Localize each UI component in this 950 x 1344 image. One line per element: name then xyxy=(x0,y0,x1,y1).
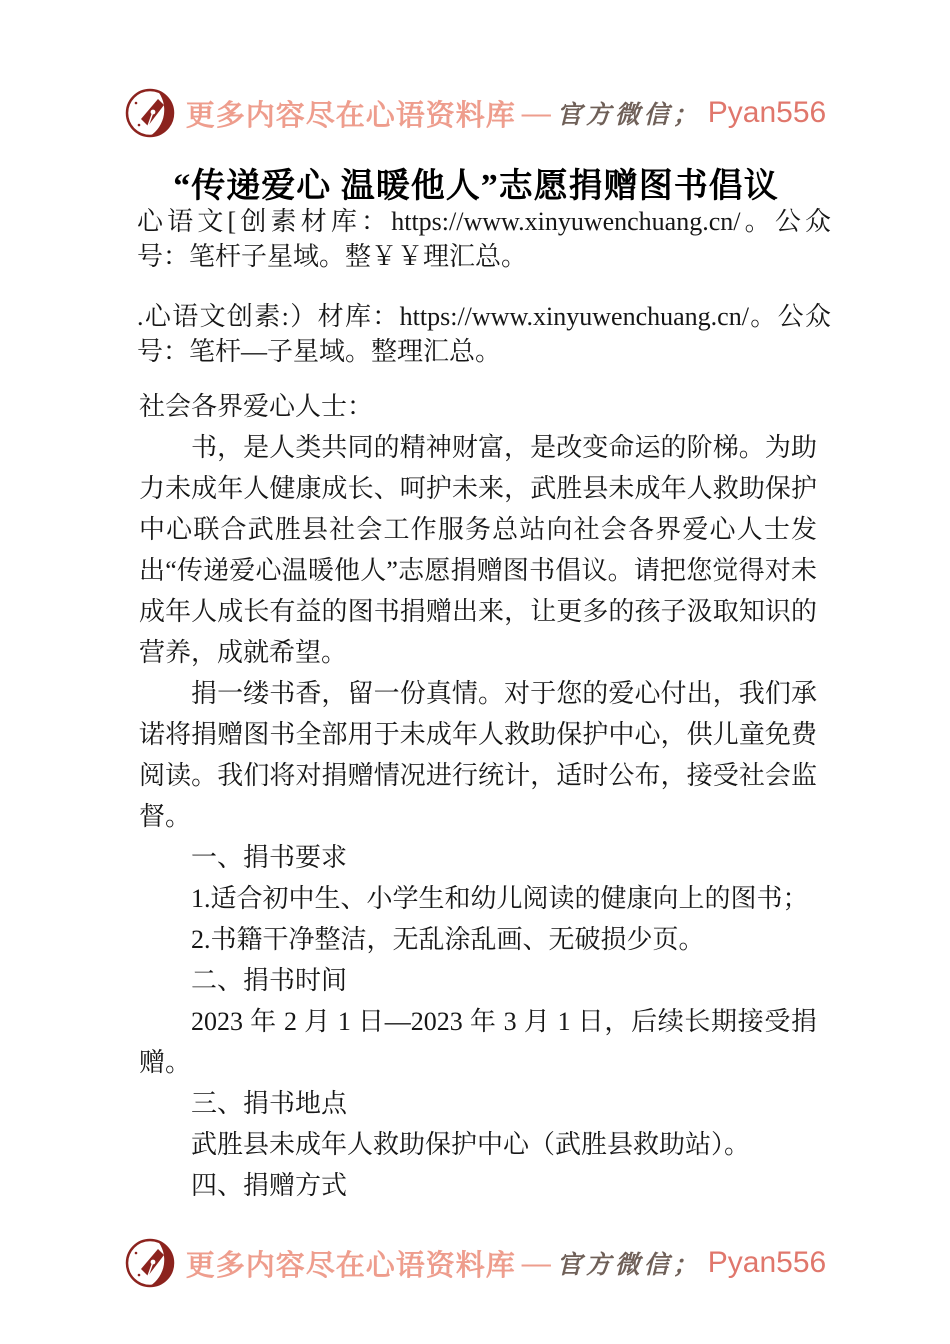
section-heading-4: 四、捐赠方式 xyxy=(191,1171,348,1200)
paragraph-location: 武胜县未成年人救助保护中心（武胜县救助站）。 xyxy=(191,1130,751,1159)
banner-slogan: 更多内容尽在心语资料库 xyxy=(185,1249,516,1282)
wechat-id: Pyan556 xyxy=(707,96,827,129)
section-heading-2: 二、捐书时间 xyxy=(191,966,348,995)
header-banner xyxy=(0,84,950,142)
wechat-label: 官方微信； xyxy=(556,1252,702,1279)
footer-banner xyxy=(0,1234,950,1292)
paragraph-intro: 书，是人类共同的精神财富，是改变命运的阶梯。为助力未成年人健康成长、呵护未来，武胜县未成年人救助保护中心联合武胜县社会工作服务总站向社会各界爱心人士发出“传递爱心温暖他人”志愿捐赠图书倡议。请把您觉得对未成年人成长有益的图书捐赠出来，让更多的孩子汲取知识的营养，成就希望。 xyxy=(139,433,817,667)
paragraph-date: 2023 年 2 月 1 日—2023 年 3 月 1 日，后续长期接受捐赠。 xyxy=(139,1007,817,1077)
banner-dash: — xyxy=(521,1246,551,1279)
salutation: 社会各界爱心人士： xyxy=(139,392,374,421)
watermark-line-1: 心语文[创素材库：https://www.xinyuwenchuang.cn/。公众号：笔杆子星域。整￥￥理汇总。 xyxy=(137,207,831,271)
pen-circle-logo-icon xyxy=(124,87,176,139)
list-item-1: 1.适合初中生、小学生和幼儿阅读的健康向上的图书； xyxy=(191,884,809,913)
paragraph-promise: 捐一缕书香，留一份真情。对于您的爱心付出，我们承诺将捐赠图书全部用于未成年人救助保护中心，供儿童免费阅读。我们将对捐赠情况进行统计，适时公布，接受社会监督。 xyxy=(139,679,817,831)
wechat-id: Pyan556 xyxy=(707,1246,827,1279)
pen-circle-logo-icon xyxy=(124,1237,176,1289)
document-title: “传递爱心 温暖他人”志愿捐赠图书倡议 xyxy=(173,168,779,205)
list-item-2: 2.书籍干净整洁，无乱涂乱画、无破损少页。 xyxy=(191,925,705,954)
section-heading-1: 一、捐书要求 xyxy=(191,843,348,872)
section-heading-3: 三、捐书地点 xyxy=(191,1089,348,1118)
banner-dash: — xyxy=(521,96,551,129)
wechat-label: 官方微信； xyxy=(556,102,702,129)
banner-slogan: 更多内容尽在心语资料库 xyxy=(185,99,516,132)
watermark-line-2: .心语文创素:）材库：https://www.xinyuwenchuang.cn/。公众号：笔杆—子星域。整理汇总。 xyxy=(137,302,831,366)
document-body xyxy=(139,386,817,1206)
